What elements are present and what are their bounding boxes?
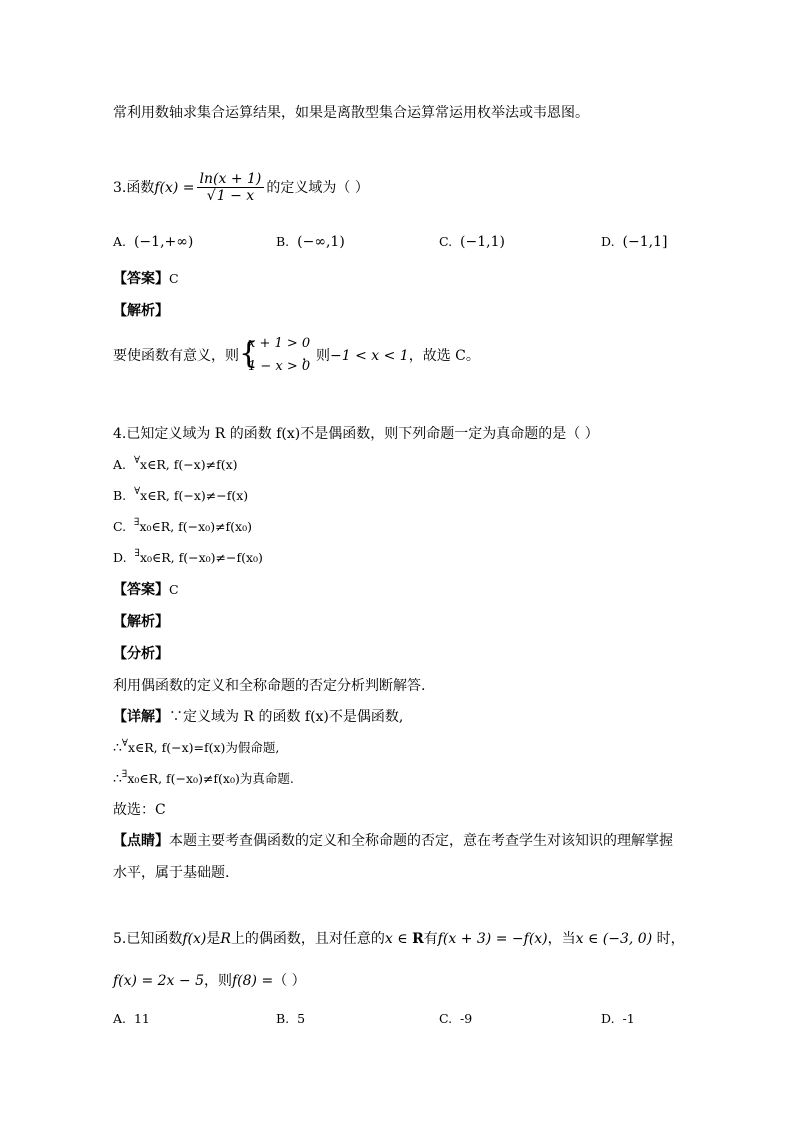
q3-solution-prefix <box>113 347 239 365</box>
q3-suffix: 的定义域为（ ） <box>266 180 369 196</box>
q4-option-b-quantifier: ∀ <box>134 486 141 497</box>
q3-numerator: ln(x + 1) <box>197 171 265 188</box>
q4-step-a-rest: x∈R, f(−x)=f(x)为假命题, <box>127 740 280 755</box>
q5-option-a <box>113 1010 150 1028</box>
q3-solution-mid: ，则 <box>302 348 330 364</box>
q4-answer <box>113 581 179 599</box>
q4-answer-label: 【答案】 <box>113 582 169 598</box>
intro-line <box>113 104 589 122</box>
q5-x-in: x ∈ <box>384 931 413 947</box>
q5-fx: f(x) <box>182 931 207 947</box>
q4-dianjing-label: 【点睛】 <box>113 833 169 849</box>
q4-option-d-letter: D. <box>113 550 127 565</box>
q4-detail-label: 【详解】 <box>113 709 169 725</box>
q5-text-d: 有 <box>423 931 438 947</box>
q3-option-a-letter: A. <box>113 234 127 249</box>
q3-option-d <box>601 233 667 251</box>
q4-option-a-quantifier: ∀ <box>133 455 141 466</box>
q5-option-a-value: 11 <box>133 1011 150 1026</box>
q3-option-d-letter: D. <box>601 234 615 249</box>
q4-option-d-rest: ∈R, f(−x₀)≠−f(x₀) <box>152 550 263 565</box>
q5-option-d <box>601 1010 635 1028</box>
q4-dianjing-text-1: 本题主要考查偶函数的定义和全称命题的否定，意在考查学生对该知识的理解掌握 <box>169 833 673 849</box>
q3-stem <box>113 168 369 208</box>
q4-fenxi-label <box>113 645 169 663</box>
q3-option-b <box>276 233 345 251</box>
intro-text: 常利用数轴求集合运算结果，如果是离散型集合运算常运用枚举法或韦恩图。 <box>113 105 589 121</box>
q4-dianjing-cont <box>113 864 229 882</box>
q4-option-c-quantifier: ∃ <box>134 517 140 528</box>
q3-answer-value: C <box>169 271 179 286</box>
q5-f8: f(8) = <box>231 973 274 989</box>
q4-option-c-letter: C. <box>113 519 127 534</box>
q5-function-def: f(x) = 2x − 5 <box>113 973 204 989</box>
q4-option-a-rest: ∈R, f(−x)≠f(x) <box>147 457 238 472</box>
q5-text-a: 5.已知函数 <box>113 931 183 947</box>
q4-step-b-quantifier: ∃ <box>121 769 128 780</box>
q5-r-bold: R <box>412 931 424 947</box>
q3-option-c <box>439 233 505 251</box>
q3-fraction: $\frac{\ln(x + 1)}{√1 - x}$ <box>197 171 265 205</box>
q3-prefix: 3.函数 <box>113 180 155 196</box>
q3-option-c-value: (−1,1) <box>460 234 505 250</box>
q5-blank: （ ） <box>273 973 306 989</box>
q4-fenxi-label-text: 【分析】 <box>113 646 169 662</box>
q4-option-a <box>113 456 238 476</box>
system-line-1: x + 1 > 0 <box>248 336 311 351</box>
q5-text-f: 时， <box>656 931 685 947</box>
q3-solution-inequality: −1 < x < 1 <box>330 348 409 364</box>
q3-option-c-letter: C. <box>439 234 453 249</box>
q5-option-a-letter: A. <box>113 1011 127 1026</box>
q3-answer-label: 【答案】 <box>113 271 169 287</box>
system-brace: { <box>239 336 259 371</box>
q3-denominator: 1 − x <box>216 188 255 204</box>
q4-option-d-var: x₀ <box>139 550 153 565</box>
q4-option-b <box>113 487 248 507</box>
q4-option-b-letter: B. <box>113 488 127 503</box>
q5-interval: x ∈ (−3, 0) <box>575 931 653 947</box>
q4-analysis-label-text: 【解析】 <box>113 614 169 630</box>
q4-option-b-var: x <box>140 488 148 503</box>
q4-stem-text: 4.已知定义域为 R 的函数 f(x)不是偶函数，则下列命题一定为真命题的是（ ） <box>113 426 599 442</box>
q4-dianjing-text-2: 水平，属于基础题. <box>113 865 230 881</box>
q3-option-a-value: (−1,+∞) <box>133 234 194 250</box>
q3-option-a <box>113 233 193 251</box>
q4-step-a <box>113 739 279 759</box>
q4-option-b-rest: ∈R, f(−x)≠−f(x) <box>147 488 249 503</box>
system-line-2: 1 − x > 0 <box>248 359 311 374</box>
q5-option-d-letter: D. <box>601 1011 615 1026</box>
q4-analysis-label <box>113 613 169 631</box>
q4-fenxi-text <box>113 677 425 695</box>
q4-option-c <box>113 518 252 538</box>
q4-option-a-letter: A. <box>113 457 127 472</box>
q5-option-b-value: 5 <box>297 1011 306 1026</box>
q4-option-a-var: x <box>140 457 148 472</box>
q4-detail-text: ∵定义域为 R 的函数 f(x)不是偶函数, <box>169 709 404 725</box>
q4-choose <box>113 801 166 819</box>
q4-fenxi-body: 利用偶函数的定义和全称命题的否定分析判断解答. <box>113 678 426 694</box>
q4-option-d-quantifier: ∃ <box>134 548 140 559</box>
q4-step-a-therefore: ∴ <box>113 740 122 756</box>
q3-option-b-letter: B. <box>276 234 290 249</box>
q5-then: ，则 <box>203 973 232 989</box>
q4-step-a-quantifier: ∀ <box>121 738 128 749</box>
q5-option-b <box>276 1010 305 1028</box>
q4-option-c-var: x₀ <box>139 519 152 534</box>
q5-stem-line-2 <box>113 972 306 990</box>
q5-option-b-letter: B. <box>276 1011 290 1026</box>
q3-solution-conclusion <box>302 347 480 365</box>
q4-step-b <box>113 770 294 790</box>
q5-text-b: 是 <box>206 931 221 947</box>
q4-choose-text: 故选：C <box>113 802 166 818</box>
q3-analysis-label <box>113 302 169 320</box>
q5-text-c: 上的偶函数，且对任意的 <box>230 931 385 947</box>
q5-text-e: ，当 <box>547 931 576 947</box>
q5-stem-line-1 <box>113 930 685 948</box>
q4-step-b-rest: x₀∈R, f(−x₀)≠f(x₀)为真命题. <box>127 771 294 786</box>
q4-option-c-rest: ∈R, f(−x₀)≠f(x₀) <box>151 519 252 534</box>
q5-option-c-letter: C. <box>439 1011 453 1026</box>
q3-analysis-label-text: 【解析】 <box>113 303 169 319</box>
q4-step-b-therefore: ∴ <box>113 771 122 787</box>
q3-function-name: f(x) = <box>154 180 195 196</box>
q5-functional-equation: f(x + 3) = −f(x) <box>437 931 548 947</box>
q3-solution-prefix-text: 要使函数有意义，则 <box>113 348 239 364</box>
q4-dianjing <box>113 832 673 850</box>
q5-r-italic: R <box>220 931 231 947</box>
q3-option-d-value: (−1,1] <box>622 234 668 250</box>
q3-option-b-value: (−∞,1) <box>297 234 345 250</box>
q5-option-c-value: -9 <box>460 1011 473 1026</box>
q4-option-d <box>113 549 263 569</box>
q3-solution-suffix: ，故选 C。 <box>408 348 480 364</box>
q4-stem <box>113 425 599 443</box>
q4-answer-value: C <box>169 582 179 597</box>
q3-answer <box>113 270 179 288</box>
q5-option-d-value: -1 <box>622 1011 635 1026</box>
q4-detail <box>113 708 403 726</box>
q5-option-c <box>439 1010 472 1028</box>
